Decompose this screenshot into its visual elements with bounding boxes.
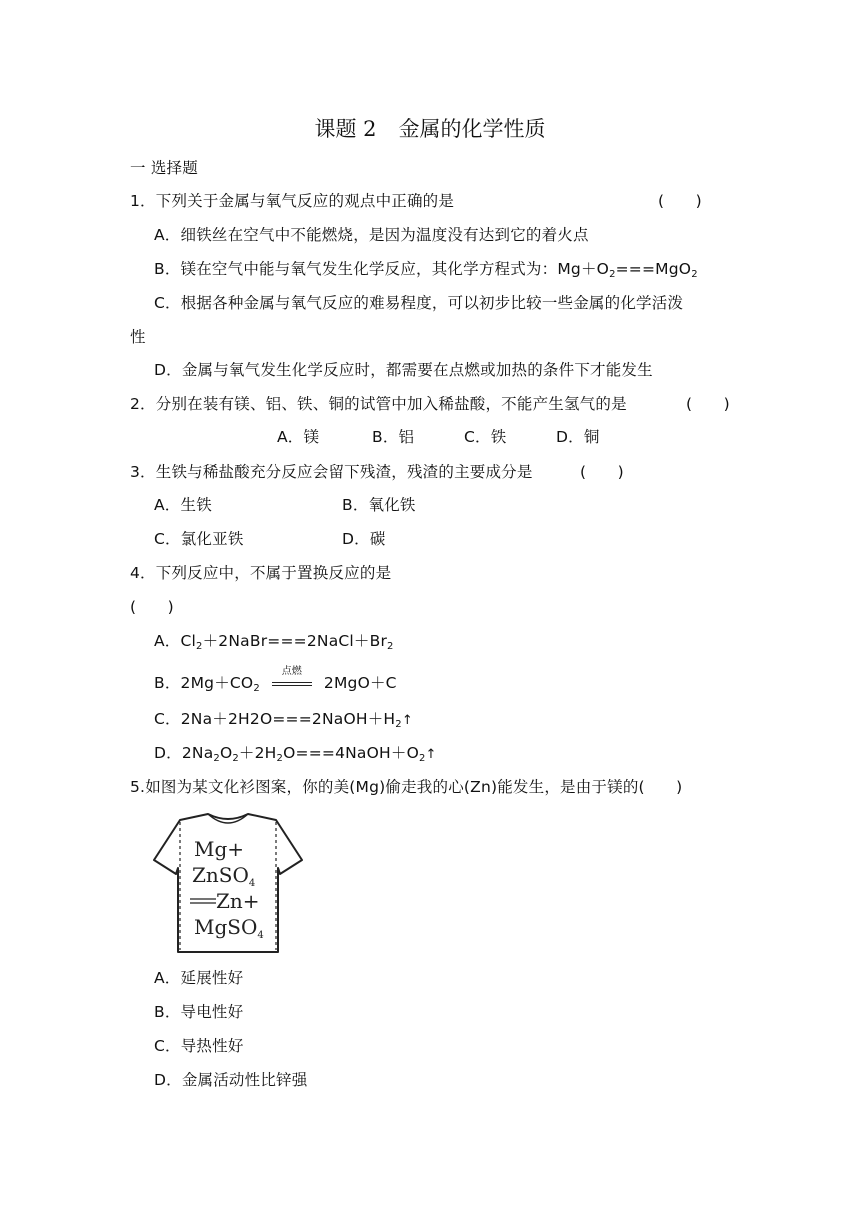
q4-option-c: C．$2Na+2H2O===2NaOH+H_2↑$: [154, 710, 413, 730]
gas-up-arrow-icon: ↑: [425, 747, 437, 762]
q1-stem: 1．下列关于金属与氧气反应的观点中正确的是: [130, 192, 455, 210]
q1-option-b: [154, 259, 698, 279]
shirt-line-3: Zn+: [216, 889, 260, 913]
q3-option-a: A．生铁: [154, 496, 212, 514]
q5-option-c: C．导热性好: [154, 1037, 244, 1055]
q1-option-a: A．细铁丝在空气中不能燃烧，是因为温度没有达到它的着火点: [154, 226, 589, 244]
shirt-line-4: MgSO$_4$: [194, 915, 264, 941]
q5-option-d: D．金属活动性比锌强: [154, 1071, 308, 1089]
condition-label: 点燃: [281, 665, 303, 677]
q1-option-c: C．根据各种金属与氧气反应的难易程度，可以初步比较一些金属的化学活泼: [154, 294, 684, 312]
reaction-condition: [268, 665, 316, 694]
q4-answer-paren: ( ): [130, 598, 174, 616]
q3-answer-paren: ( ): [580, 463, 624, 481]
section-heading: 一 选择题: [130, 159, 198, 177]
q1-answer-paren: ( ): [658, 192, 702, 210]
q1-option-b-equation: $Mg+O_2===MgO_2$: [557, 260, 698, 280]
q2-option-d: D．铜: [556, 428, 600, 446]
q2-option-b: B．铝: [372, 428, 415, 446]
shirt-line-1: Mg+: [194, 837, 245, 861]
title-prefix: 课题 2: [314, 117, 377, 141]
q3-stem: 3．生铁与稀盐酸充分反应会留下残渣，残渣的主要成分是: [130, 463, 533, 481]
page-title: [0, 116, 860, 142]
q4-stem: 4．下列反应中，不属于置换反应的是: [130, 564, 392, 582]
q4-option-d: D．$2Na_2O_2+2H_2O===4NaOH+O_2↑$: [154, 744, 437, 764]
q1-option-c-cont: 性: [130, 328, 146, 346]
title-main: 金属的化学性质: [398, 117, 546, 141]
shirt-line-2: ZnSO$_4$: [192, 863, 256, 889]
q5-option-a: A．延展性好: [154, 969, 244, 987]
tshirt-figure: [150, 808, 306, 956]
q3-option-d: D．碳: [342, 530, 386, 548]
q2-option-c: C．铁: [464, 428, 507, 446]
q5-stem: 5.如图为某文化衫图案，你的美(Mg)偷走我的心(Zn)能发生，是由于镁的( ): [130, 778, 683, 796]
q4-option-b: B．$2Mg+CO_2$ 点燃 2MgO＋C: [154, 665, 397, 694]
q3-option-b: B．氧化铁: [342, 496, 416, 514]
q2-answer-paren: ( ): [686, 395, 730, 413]
q5-option-b: B．导电性好: [154, 1003, 244, 1021]
q1-option-d: D．金属与氧气发生化学反应时，都需要在点燃或加热的条件下才能发生: [154, 361, 653, 379]
q2-option-a: A．镁: [277, 428, 320, 446]
q2-stem: 2．分别在装有镁、铝、铁、铜的试管中加入稀盐酸，不能产生氢气的是: [130, 395, 627, 413]
gas-up-arrow-icon: ↑: [401, 713, 413, 728]
q1-option-b-text: B．镁在空气中能与氧气发生化学反应，其化学方程式为：: [154, 260, 558, 278]
q3-option-c: C．氯化亚铁: [154, 530, 244, 548]
q4-option-a: A．$Cl_2+2NaBr===2NaCl+Br_2$: [154, 632, 394, 652]
